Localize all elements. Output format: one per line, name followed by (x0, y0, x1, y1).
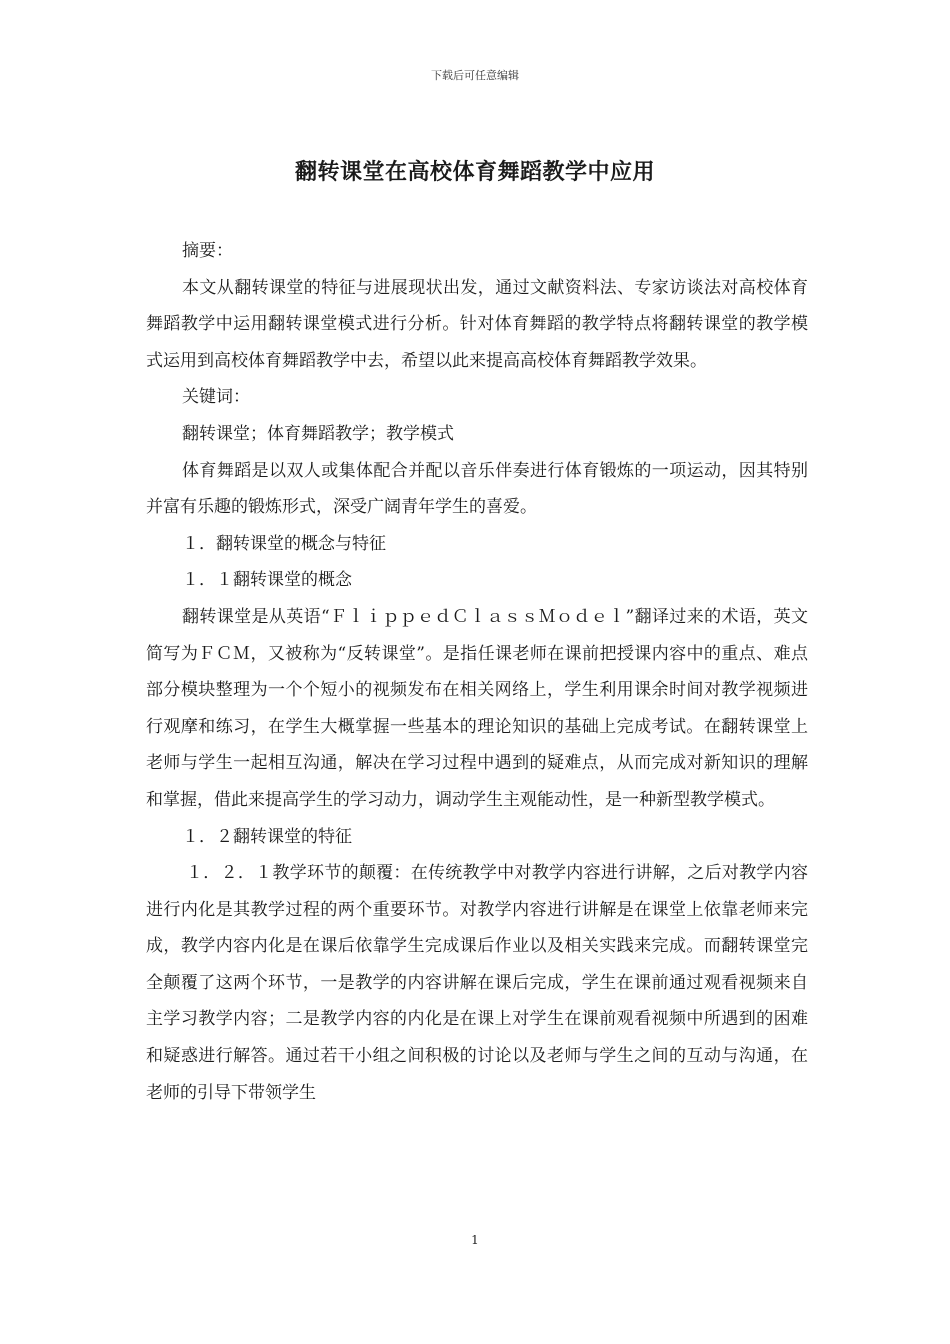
keywords-paragraph: 翻转课堂；体育舞蹈教学；教学模式 (182, 423, 454, 444)
header-note: 下载后可任意编辑 (431, 69, 519, 82)
feature-paragraph: １．２．１教学环节的颠覆：在传统教学中对教学内容进行讲解，之后对教学内容进行内化是其教学过程的两个重要环节。对教学内容进行讲解是在课堂上依靠老师来完成，教学内容内化是在课后依靠学生完成课后作业以及相关实践来完成。而翻转课堂完全颠覆了这两个环节，一是教学的内容讲解在课后完成，学生在课前通过观看视频来自主学习教学内容；二是教学内容的内化是在课上对学生在课前观看视频中所遇到的困难和疑惑进行解答。通过若干小组之间积极的讨论以及老师与学生之间的互动与沟通，在老师的引导下带领学生 (146, 863, 808, 1103)
section-heading-1-2: １．２翻转课堂的特征 (182, 826, 352, 847)
document-title: 翻转课堂在高校体育舞蹈教学中应用 (294, 159, 655, 185)
intro-paragraph: 体育舞蹈是以双人或集体配合并配以音乐伴奏进行体育锻炼的一项运动，因其特别并富有乐趣的锻炼形式，深受广阔青年学生的喜爱。 (146, 460, 808, 518)
section-heading-1-1: １．１翻转课堂的概念 (182, 570, 352, 591)
document-body (146, 233, 808, 1111)
abstract-paragraph: 本文从翻转课堂的特征与进展现状出发，通过文献资料法、专家访谈法对高校体育舞蹈教学中运用翻转课堂模式进行分析。针对体育舞蹈的教学特点将翻转课堂的教学模式运用到高校体育舞蹈教学中去，希望以此来提高高校体育舞蹈教学效果。 (146, 277, 808, 371)
abstract-heading: 摘要： (182, 241, 233, 261)
page-number: 1 (471, 1233, 479, 1247)
section-heading-1: １．翻转课堂的概念与特征 (182, 533, 386, 554)
concept-paragraph: 翻转课堂是从英语“ＦｌｉｐｐｅｄＣｌａｓｓＭｏｄｅｌ”翻译过来的术语，英文简写为ＦＣＭ，又被称为“反转课堂”。是指任课老师在课前把授课内容中的重点、难点部分模块整理为一个个短小的视频发布在相关网络上，学生利用课余时间对教学视频进行观摩和练习，在学生大概掌握一些基本的理论知识的基础上完成考试。在翻转课堂上老师与学生一起相互沟通，解决在学习过程中遇到的疑难点，从而完成对新知识的理解和掌握，借此来提高学生的学习动力，调动学生主观能动性，是一种新型教学模式。 (146, 606, 808, 810)
keywords-heading: 关键词： (182, 387, 250, 408)
